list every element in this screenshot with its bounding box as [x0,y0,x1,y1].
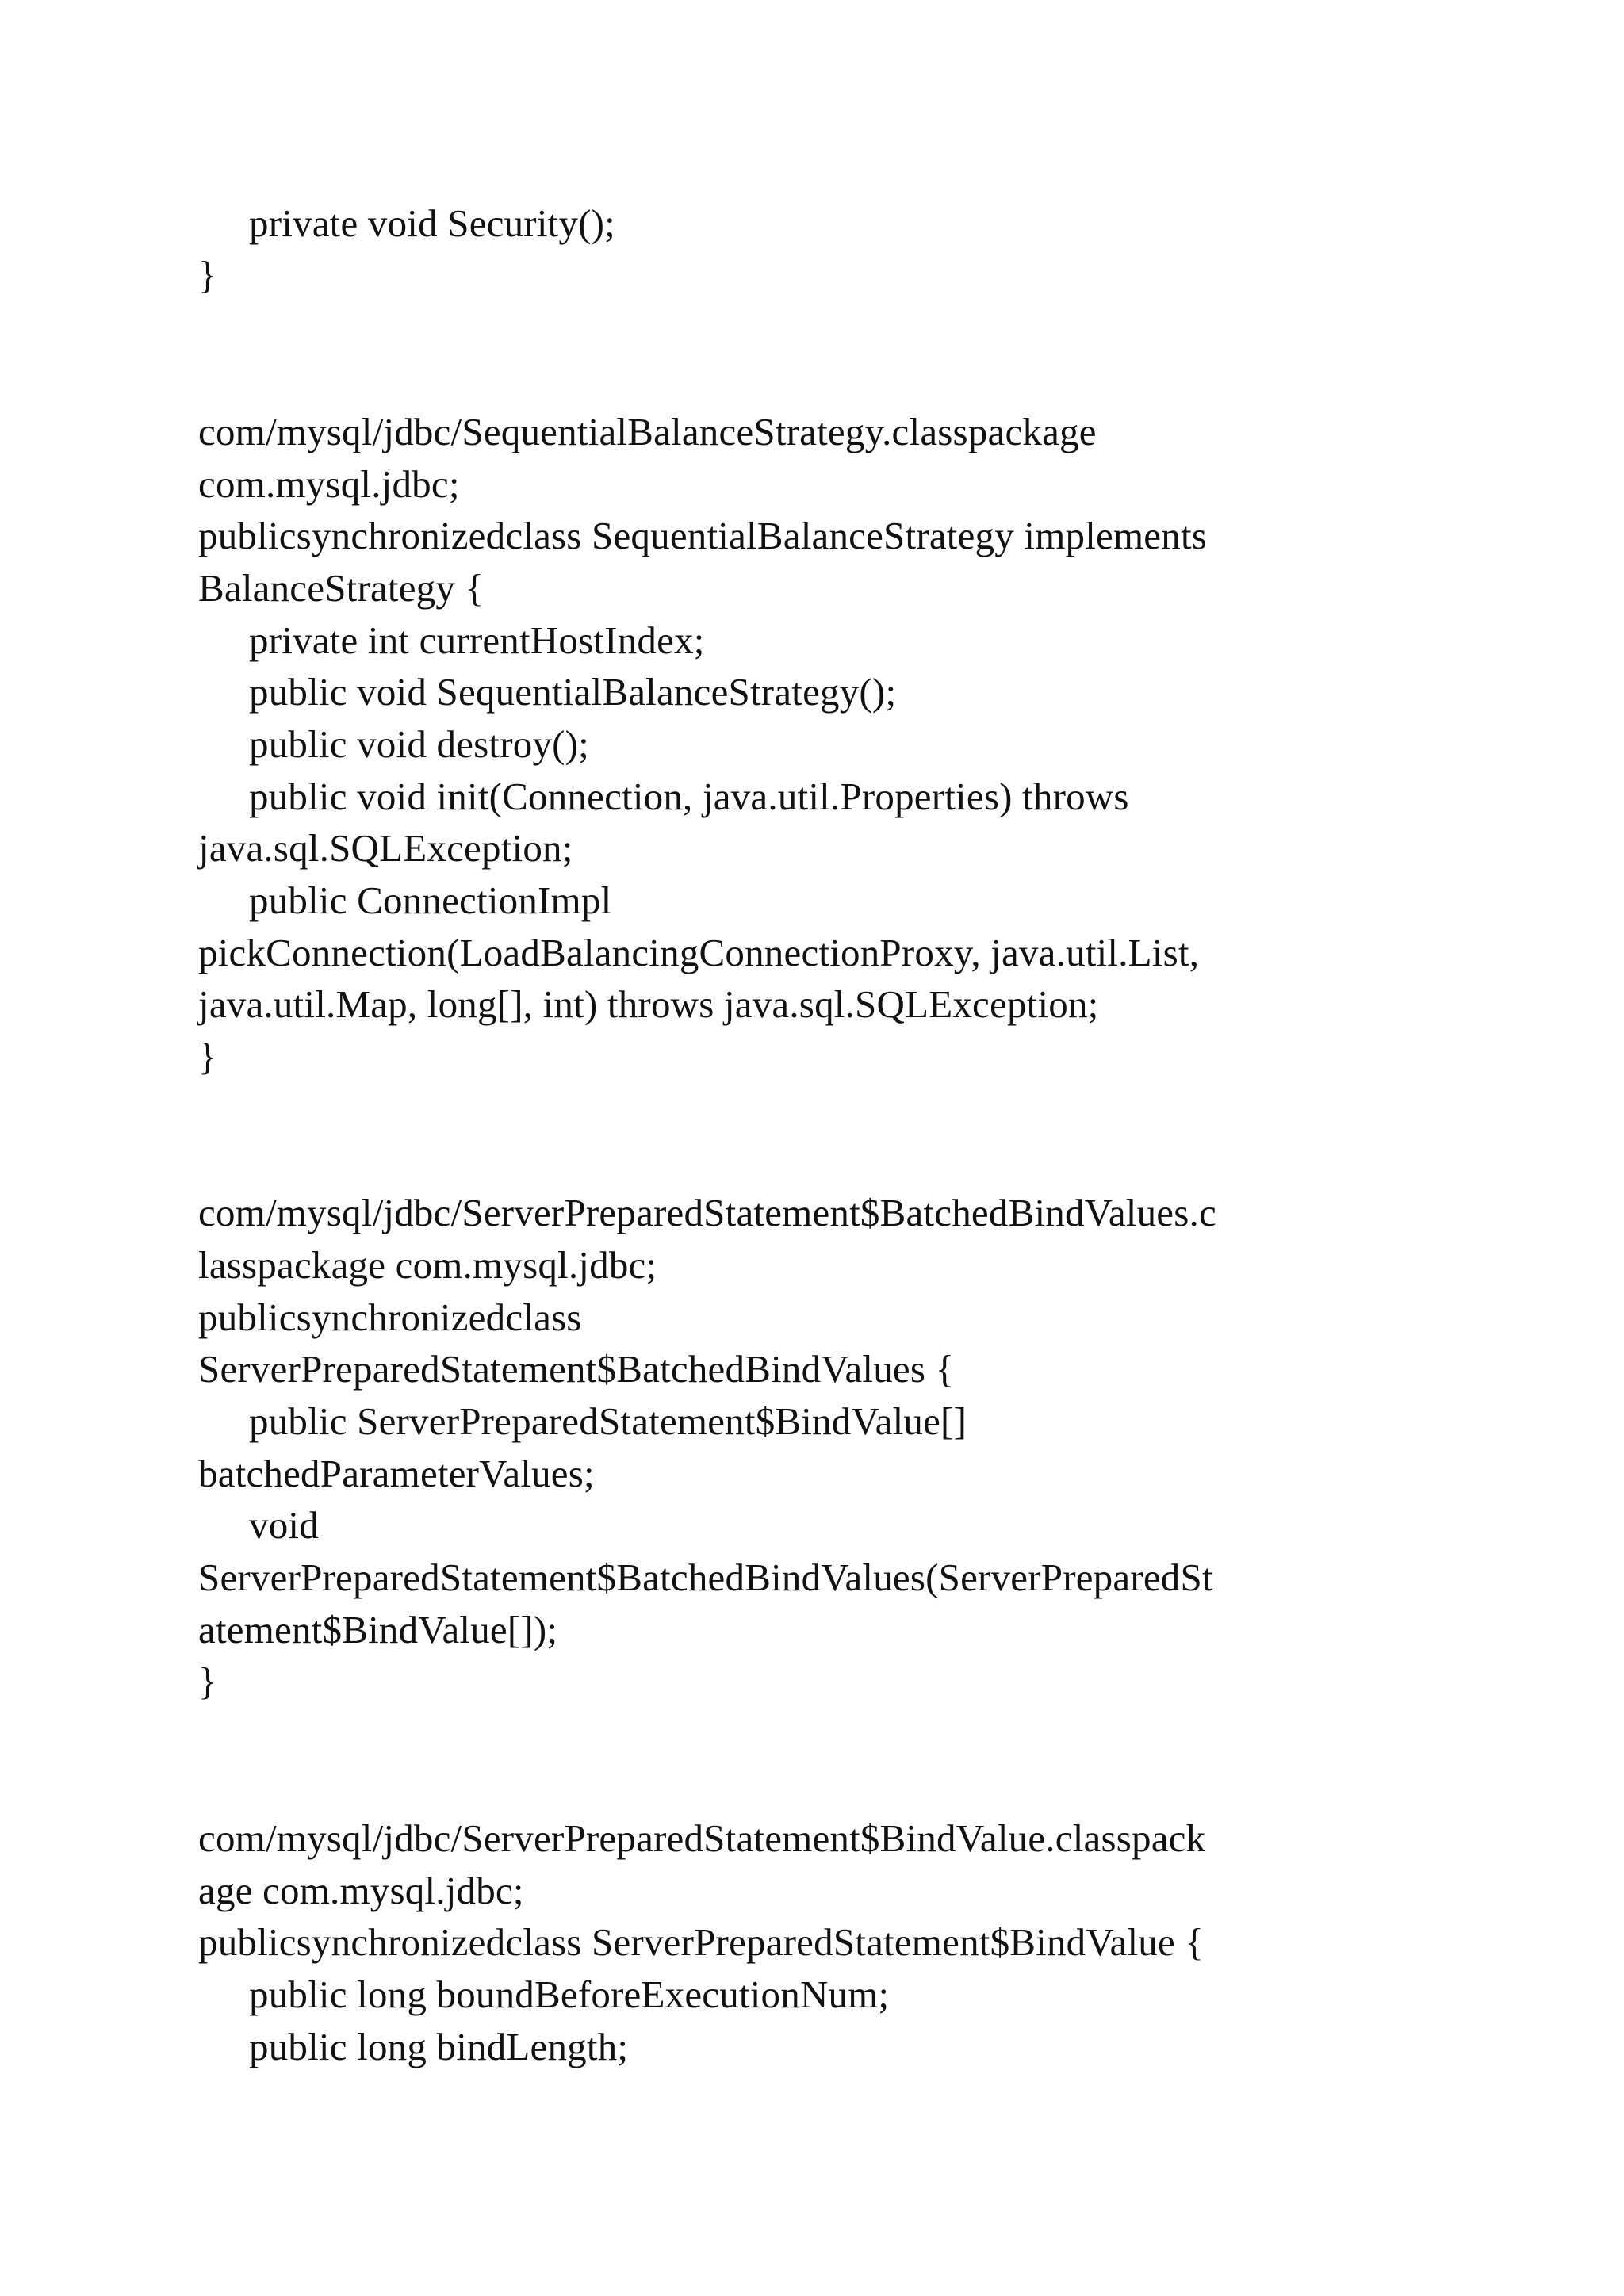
code-line: publicsynchronizedclass SequentialBalanceStrategy implements [198,514,1208,557]
code-line: ServerPreparedStatement$BatchedBindValues { [198,1347,955,1391]
code-line: public long boundBeforeExecutionNum; [249,1973,890,2016]
code-line: publicsynchronizedclass [198,1295,582,1339]
code-line: batchedParameterValues; [198,1452,595,1495]
code-line: BalanceStrategy { [198,566,485,610]
code-line: public long bindLength; [249,2025,629,2068]
code-line: atement$BindValue[]); [198,1608,558,1651]
code-line: publicsynchronizedclass ServerPreparedStatement$BindValue { [198,1920,1205,1964]
code-line: java.util.Map, long[], int) throws java.sql.SQLException; [198,982,1099,1026]
code-line: } [198,253,217,297]
code-line: com.mysql.jdbc; [198,462,460,506]
code-line: public void SequentialBalanceStrategy(); [249,670,897,714]
code-line: } [198,1659,217,1703]
code-line: private int currentHostIndex; [249,618,705,662]
code-line: public ServerPreparedStatement$BindValue[] [249,1399,967,1443]
code-line: public void init(Connection, java.util.Properties) throws [249,775,1129,818]
class-path-line: com/mysql/jdbc/ServerPreparedStatement$BindValue.classpack [198,1816,1206,1860]
class-path-line: com/mysql/jdbc/SequentialBalanceStrategy.classpackage [198,410,1097,453]
class-path-line: com/mysql/jdbc/ServerPreparedStatement$BatchedBindValues.c [198,1191,1216,1234]
code-line: pickConnection(LoadBalancingConnectionProxy, java.util.List, [198,931,1200,974]
code-line: age com.mysql.jdbc; [198,1869,524,1912]
code-line: public ConnectionImpl [249,878,612,922]
code-line: private void Security(); [249,201,615,245]
code-line: void [249,1503,319,1547]
code-line: java.sql.SQLException; [198,826,573,870]
code-line: lasspackage com.mysql.jdbc; [198,1243,657,1287]
code-line: public void destroy(); [249,722,589,766]
code-line: ServerPreparedStatement$BatchedBindValues(ServerPreparedSt [198,1556,1213,1599]
code-line: } [198,1035,217,1078]
